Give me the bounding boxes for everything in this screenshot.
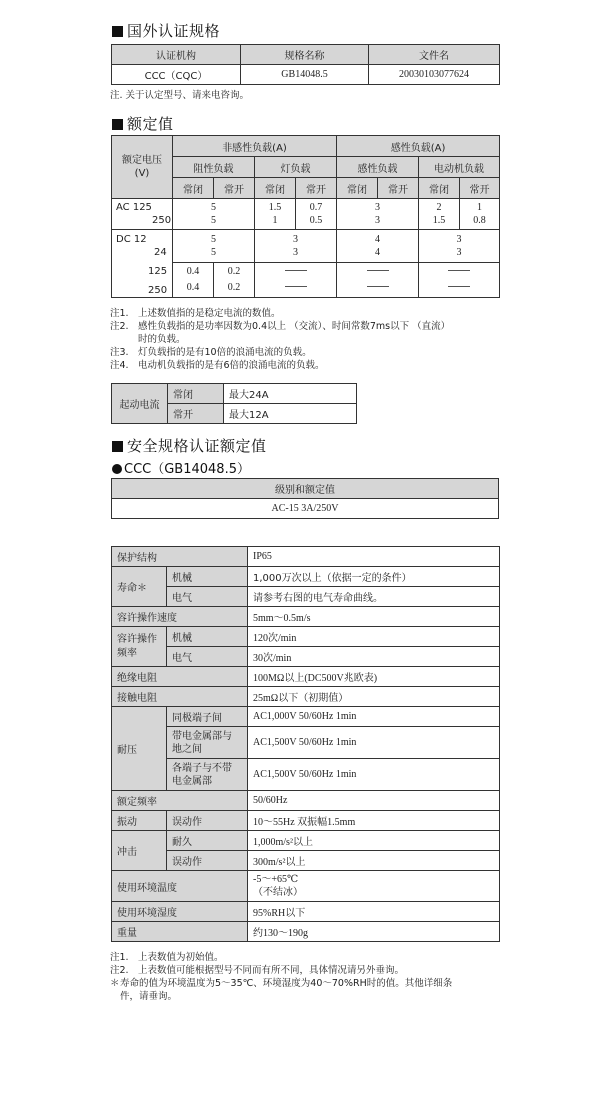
ac-resistive-125: 5: [211, 202, 216, 213]
note-row: [110, 320, 450, 333]
note-key: ＊: [110, 978, 120, 989]
ac-motor-no-250: 0.8: [473, 215, 486, 226]
dc-lamp-high-cell: [255, 262, 337, 297]
ratings-table: [111, 135, 500, 298]
life-label: 寿命＊: [112, 567, 167, 607]
header-noninductive: 非感性负载(A): [173, 136, 337, 157]
note-row: [110, 964, 510, 977]
ac-voltage-250: 250: [152, 215, 172, 226]
note-key: [110, 990, 120, 1003]
freq-elec-value: 30次/min: [248, 647, 500, 667]
freq-elec-label: 电气: [167, 647, 248, 667]
ac-lamp-no-cell: [296, 199, 337, 230]
safety-rating-header: 级别和额定值: [112, 479, 499, 499]
header-cert-body: 认证机构: [112, 45, 241, 65]
withstand-1-label: 同极端子间: [167, 707, 248, 727]
shock-label: 冲击: [112, 831, 167, 871]
dash-mark: [448, 270, 470, 271]
dc-voltage-12: DC 12: [116, 234, 147, 245]
circle-bullet-icon: [112, 464, 122, 474]
inrush-nc-label: 常闭: [168, 384, 224, 404]
note-row: [110, 346, 450, 359]
vibration-value: 10～55Hz 双振幅1.5mm: [248, 811, 500, 831]
dash-mark: [285, 270, 307, 271]
note-key: [110, 333, 138, 346]
temp-label: 使用环境温度: [112, 871, 248, 902]
header-resistive-load: 阻性负载: [173, 157, 255, 178]
dash-mark: [367, 286, 389, 287]
dc-voltage-cell: [112, 230, 173, 298]
note-key: 注2.: [110, 321, 129, 332]
note-key: 注4.: [110, 360, 129, 371]
ac-inductive-250: 3: [375, 215, 381, 226]
dc-lamp-cell: [255, 230, 337, 263]
freq-label: 容许操作 频率: [112, 627, 167, 667]
dc-motor-high-cell: [419, 262, 500, 297]
section-title-text: 安全规格认证额定值: [127, 437, 267, 455]
inrush-no-value: 最大12A: [224, 404, 357, 424]
dc-resistive-nc-high-cell: [173, 262, 214, 297]
note-key: 注2.: [110, 965, 129, 976]
header-file-name: 文件名: [369, 45, 500, 65]
withstand-3-label: 各端子与不带 电金属部: [167, 759, 248, 791]
dc-resistive-nc-250: 0.4: [186, 281, 200, 293]
header-inductive-load: 感性负载: [337, 157, 419, 178]
ratings-notes: [110, 307, 450, 372]
note-row: [110, 307, 450, 320]
life-elec-value: 请参考右图的电气寿命曲线。: [248, 587, 500, 607]
note-row: [110, 977, 510, 990]
note-text: 灯负载指的是有10倍的浪涌电流的负载。: [138, 347, 312, 358]
header-nc: 常闭: [255, 178, 296, 199]
contact-value: 25mΩ以下（初期值）: [248, 687, 500, 707]
life-elec-label: 电气: [167, 587, 248, 607]
temp-value: -5～+65℃ （不结冰）: [248, 871, 500, 902]
square-bullet-icon: [112, 119, 123, 130]
safety-rating-table: [111, 478, 499, 519]
humidity-value: 95%RH以下: [248, 902, 500, 922]
dc-inductive-high-cell: [337, 262, 419, 297]
dc-motor-cell: [419, 230, 500, 263]
ac-resistive-250: 5: [211, 215, 216, 226]
header-nc: 常闭: [337, 178, 378, 199]
ac-voltage-cell: [112, 199, 173, 230]
foreign-cert-table: [111, 44, 500, 85]
inrush-current-table: [111, 383, 357, 424]
dc-lamp-12: 3: [293, 233, 299, 245]
inrush-nc-value: 最大24A: [224, 384, 357, 404]
protect-value: IP65: [248, 547, 500, 567]
dc-motor-24: 3: [456, 246, 462, 258]
ac-inductive-cell: [337, 199, 419, 230]
spec-table: [111, 546, 500, 942]
dc-resistive-cell: [173, 230, 255, 263]
shock-malfunction-label: 误动作: [167, 851, 248, 871]
vibration-malfunction-label: 误动作: [167, 811, 248, 831]
dash-mark: [285, 286, 307, 287]
rated-freq-value: 50/60Hz: [248, 791, 500, 811]
dc-inductive-24: 4: [375, 246, 381, 258]
speed-value: 5mm～0.5m/s: [248, 607, 500, 627]
ccc-subheading-text: CCC（GB14048.5）: [124, 462, 250, 477]
life-mech-label: 机械: [167, 567, 248, 587]
weight-label: 重量: [112, 922, 248, 942]
dc-resistive-no-250: 0.2: [227, 281, 241, 293]
dc-motor-12: 3: [456, 233, 462, 245]
ac-motor-nc-250: 1.5: [432, 215, 446, 226]
note-key: 注1.: [110, 308, 129, 319]
header-nc: 常闭: [419, 178, 460, 199]
dc-resistive-no-125: 0.2: [227, 265, 241, 277]
inrush-label: 起动电流: [112, 384, 168, 424]
withstand-2-value: AC1,500V 50/60Hz 1min: [248, 727, 500, 759]
ac-motor-no-cell: [460, 199, 500, 230]
dc-resistive-12: 5: [211, 233, 216, 245]
note-key: 注3.: [110, 347, 129, 358]
vibration-label: 振动: [112, 811, 167, 831]
inrush-no-label: 常开: [168, 404, 224, 424]
cert-body-value: CCC（CQC）: [112, 65, 241, 85]
ac-motor-nc-cell: [419, 199, 460, 230]
note-row: [110, 359, 450, 372]
shock-durability-value: 1,000m/s²以上: [248, 831, 500, 851]
withstand-2-label: 带电金属部与 地之间: [167, 727, 248, 759]
header-no: 常开: [460, 178, 500, 199]
withstand-label: 耐压: [112, 707, 167, 791]
dc-inductive-cell: [337, 230, 419, 263]
note-text: 感性负载指的是功率因数为0.4以上 （交流）、时间常数7ms以下 （直流）: [138, 321, 451, 332]
note-row: [110, 333, 450, 346]
note-text: 寿命的值为环境温度为5～35℃、环境湿度为40～70%RH时的值。其他详细条: [120, 978, 453, 989]
note-text: 上表数值可能根据型号不同而有所不同，具体情况请另外垂询。: [138, 965, 405, 976]
section-title-safety-ratings: [112, 435, 267, 456]
insul-value: 100MΩ以上(DC500V兆欧表): [248, 667, 500, 687]
dash-mark: [448, 286, 470, 287]
header-rated-voltage: 额定电压 (V): [112, 136, 173, 199]
note-row: [110, 951, 510, 964]
humidity-label: 使用环境湿度: [112, 902, 248, 922]
life-mech-value: 1,000万次以上（依据一定的条件）: [248, 567, 500, 587]
dc-voltage-250: 250: [148, 285, 168, 296]
dc-voltage-24: 24: [154, 247, 167, 258]
safety-rating-value: AC-15 3A/250V: [112, 499, 499, 519]
weight-value: 约130～190g: [248, 922, 500, 942]
dc-resistive-24: 5: [211, 246, 216, 258]
protect-label: 保护结构: [112, 547, 248, 567]
freq-mech-value: 120次/min: [248, 627, 500, 647]
spec-name-value: GB14048.5: [241, 65, 369, 85]
note-text: 上表数值为初始值。: [138, 952, 224, 963]
header-nc: 常闭: [173, 178, 214, 199]
file-name-value: 20030103077624: [369, 65, 500, 85]
ac-lamp-no-125: 0.7: [309, 202, 323, 213]
ac-voltage-125: AC 125: [116, 202, 152, 213]
header-no: 常开: [214, 178, 255, 199]
spec-notes: [110, 951, 510, 1003]
dc-lamp-24: 3: [293, 246, 299, 258]
square-bullet-icon: [112, 26, 123, 37]
ac-resistive-cell: [173, 199, 255, 230]
contact-label: 接触电阻: [112, 687, 248, 707]
ac-lamp-nc-125: 1.5: [268, 202, 282, 213]
section-title-text: 国外认证规格: [127, 22, 221, 40]
note-key: 注1.: [110, 952, 129, 963]
note-text: 上述数值指的是稳定电流的数值。: [138, 308, 281, 319]
rated-freq-label: 额定频率: [112, 791, 248, 811]
header-motor-load: 电动机负载: [419, 157, 500, 178]
ccc-subheading: [112, 458, 250, 477]
foreign-cert-note: 注. 关于认定型号、请来电咨询。: [110, 90, 250, 101]
speed-label: 容许操作速度: [112, 607, 248, 627]
withstand-1-value: AC1,000V 50/60Hz 1min: [248, 707, 500, 727]
header-inductive: 感性负载(A): [337, 136, 500, 157]
ac-lamp-nc-cell: [255, 199, 296, 230]
note-text: 电动机负载指的是有6倍的浪涌电流的负载。: [138, 360, 325, 371]
ac-motor-nc-125: 2: [436, 202, 442, 213]
section-title-text: 额定值: [127, 115, 174, 133]
header-no: 常开: [296, 178, 337, 199]
note-row: [110, 990, 510, 1003]
square-bullet-icon: [112, 441, 123, 452]
shock-malfunction-value: 300m/s²以上: [248, 851, 500, 871]
dc-voltage-125: 125: [148, 266, 168, 277]
dc-resistive-nc-125: 0.4: [186, 265, 200, 277]
section-title-foreign-cert: [112, 20, 220, 41]
header-spec-name: 规格名称: [241, 45, 369, 65]
freq-mech-label: 机械: [167, 627, 248, 647]
dc-resistive-no-high-cell: [214, 262, 255, 297]
note-text: 时的负载。: [138, 334, 186, 345]
section-title-ratings: [112, 113, 174, 134]
dc-inductive-12: 4: [375, 233, 381, 245]
shock-durability-label: 耐久: [167, 831, 248, 851]
ac-motor-no-125: 1: [477, 202, 483, 213]
note-text: 件，请垂询。: [120, 991, 178, 1002]
ac-lamp-nc-250: 1: [272, 215, 278, 226]
header-no: 常开: [378, 178, 419, 199]
withstand-3-value: AC1,500V 50/60Hz 1min: [248, 759, 500, 791]
ac-inductive-125: 3: [375, 202, 381, 213]
ac-lamp-no-250: 0.5: [309, 215, 323, 226]
insul-label: 绝缘电阻: [112, 667, 248, 687]
header-lamp-load: 灯负载: [255, 157, 337, 178]
dash-mark: [367, 270, 389, 271]
